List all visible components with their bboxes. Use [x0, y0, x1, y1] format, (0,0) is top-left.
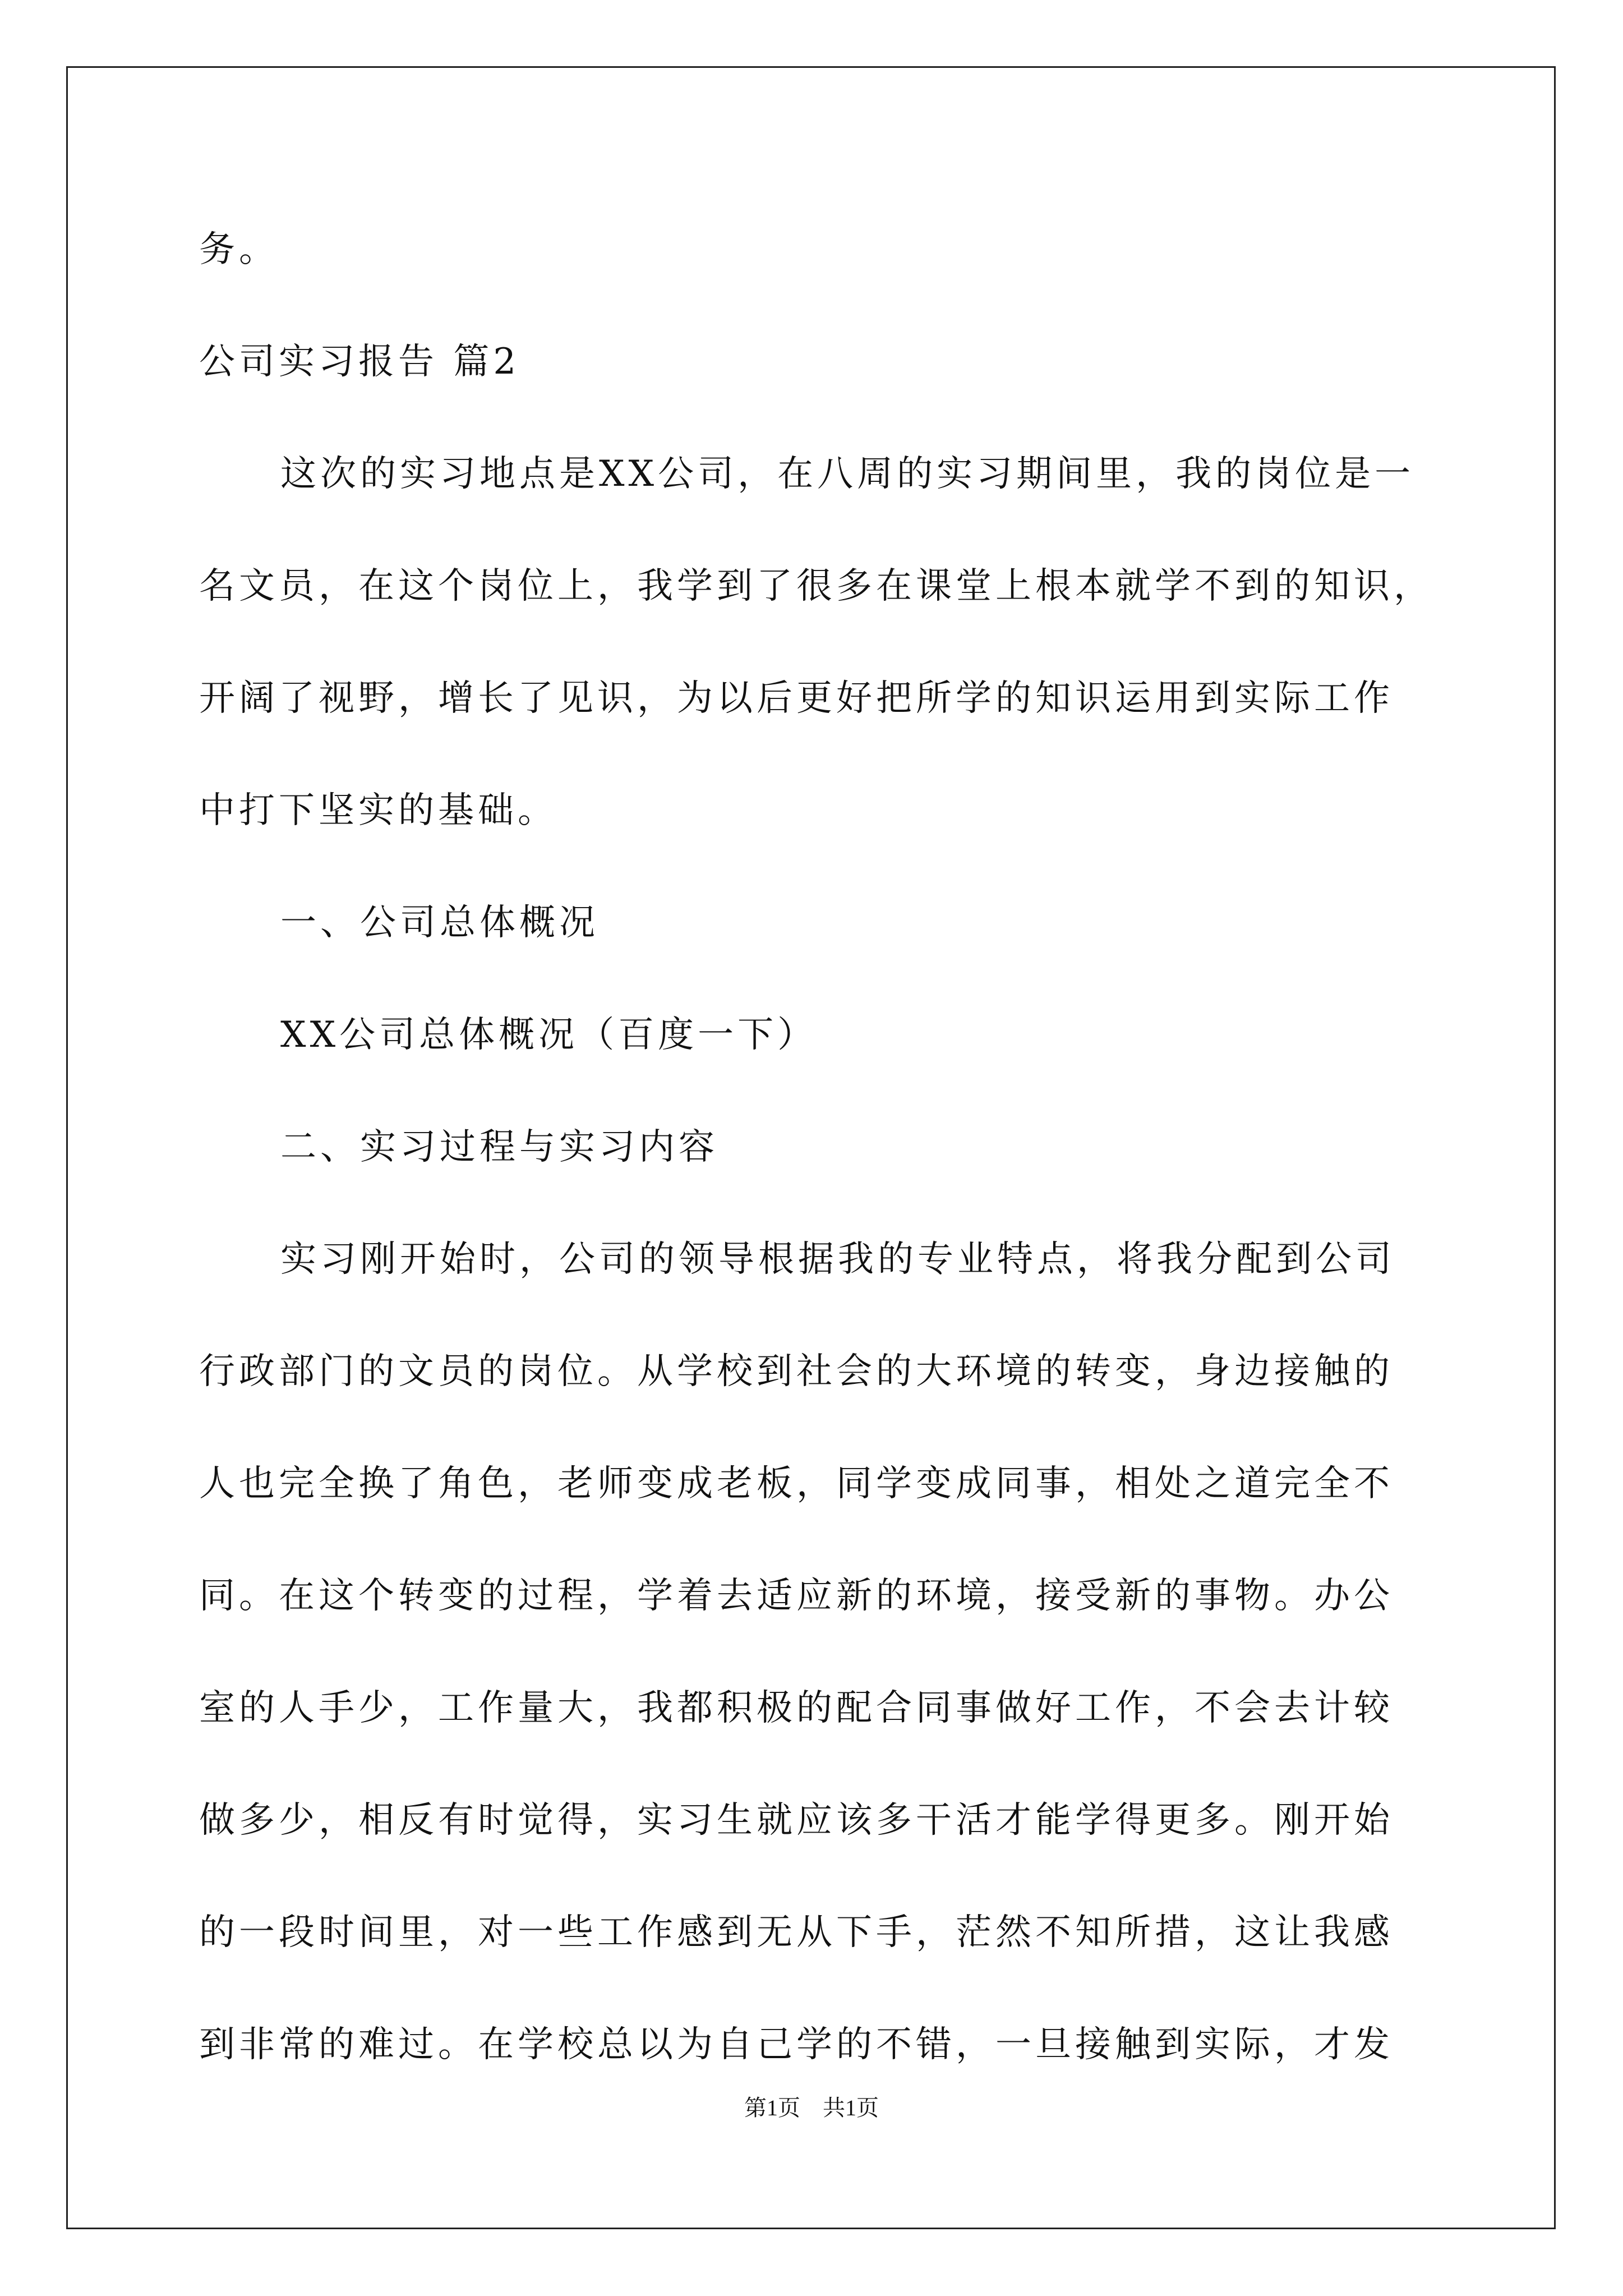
text-line: 开阔了视野，增长了见识，为以后更好把所学的知识运用到实际工作: [199, 678, 1394, 719]
section-heading: 公司实习报告 篇2: [199, 341, 520, 383]
text-line: 中打下坚实的基础。: [199, 790, 557, 831]
text-line: 人也完全换了角色，老师变成老板，同学变成同事，相处之道完全不: [199, 1463, 1394, 1504]
text-line: 实习刚开始时，公司的领导根据我的专业特点，将我分配到公司: [280, 1239, 1395, 1280]
text-line: XX公司总体概况（百度一下）: [280, 1014, 818, 1056]
text-line: 名文员，在这个岗位上，我学到了很多在课堂上根本就学不到的知识，: [199, 565, 1433, 607]
text-line: 室的人手少，工作量大，我都积极的配合同事做好工作，不会去计较: [199, 1687, 1394, 1729]
text-line: 同。在这个转变的过程，学着去适应新的环境，接受新的事物。办公: [199, 1575, 1394, 1617]
text-line: 这次的实习地点是XX公司，在八周的实习期间里，我的岗位是一: [280, 453, 1415, 495]
text-line: 的一段时间里，对一些工作感到无从下手，茫然不知所措，这让我感: [199, 1912, 1394, 1953]
text-line: 到非常的难过。在学校总以为自己学的不错，一旦接触到实际，才发: [199, 2024, 1394, 2065]
text-line: 务。: [199, 229, 279, 270]
subheading: 二、实习过程与实习内容: [280, 1126, 718, 1168]
text-line: 做多少，相反有时觉得，实习生就应该多干活才能学得更多。刚开始: [199, 1800, 1394, 1841]
subheading: 一、公司总体概况: [280, 902, 599, 944]
text-line: 行政部门的文员的岗位。从学校到社会的大环境的转变，身边接触的: [199, 1351, 1394, 1392]
page-number: 第1页 共1页: [744, 2095, 879, 2120]
